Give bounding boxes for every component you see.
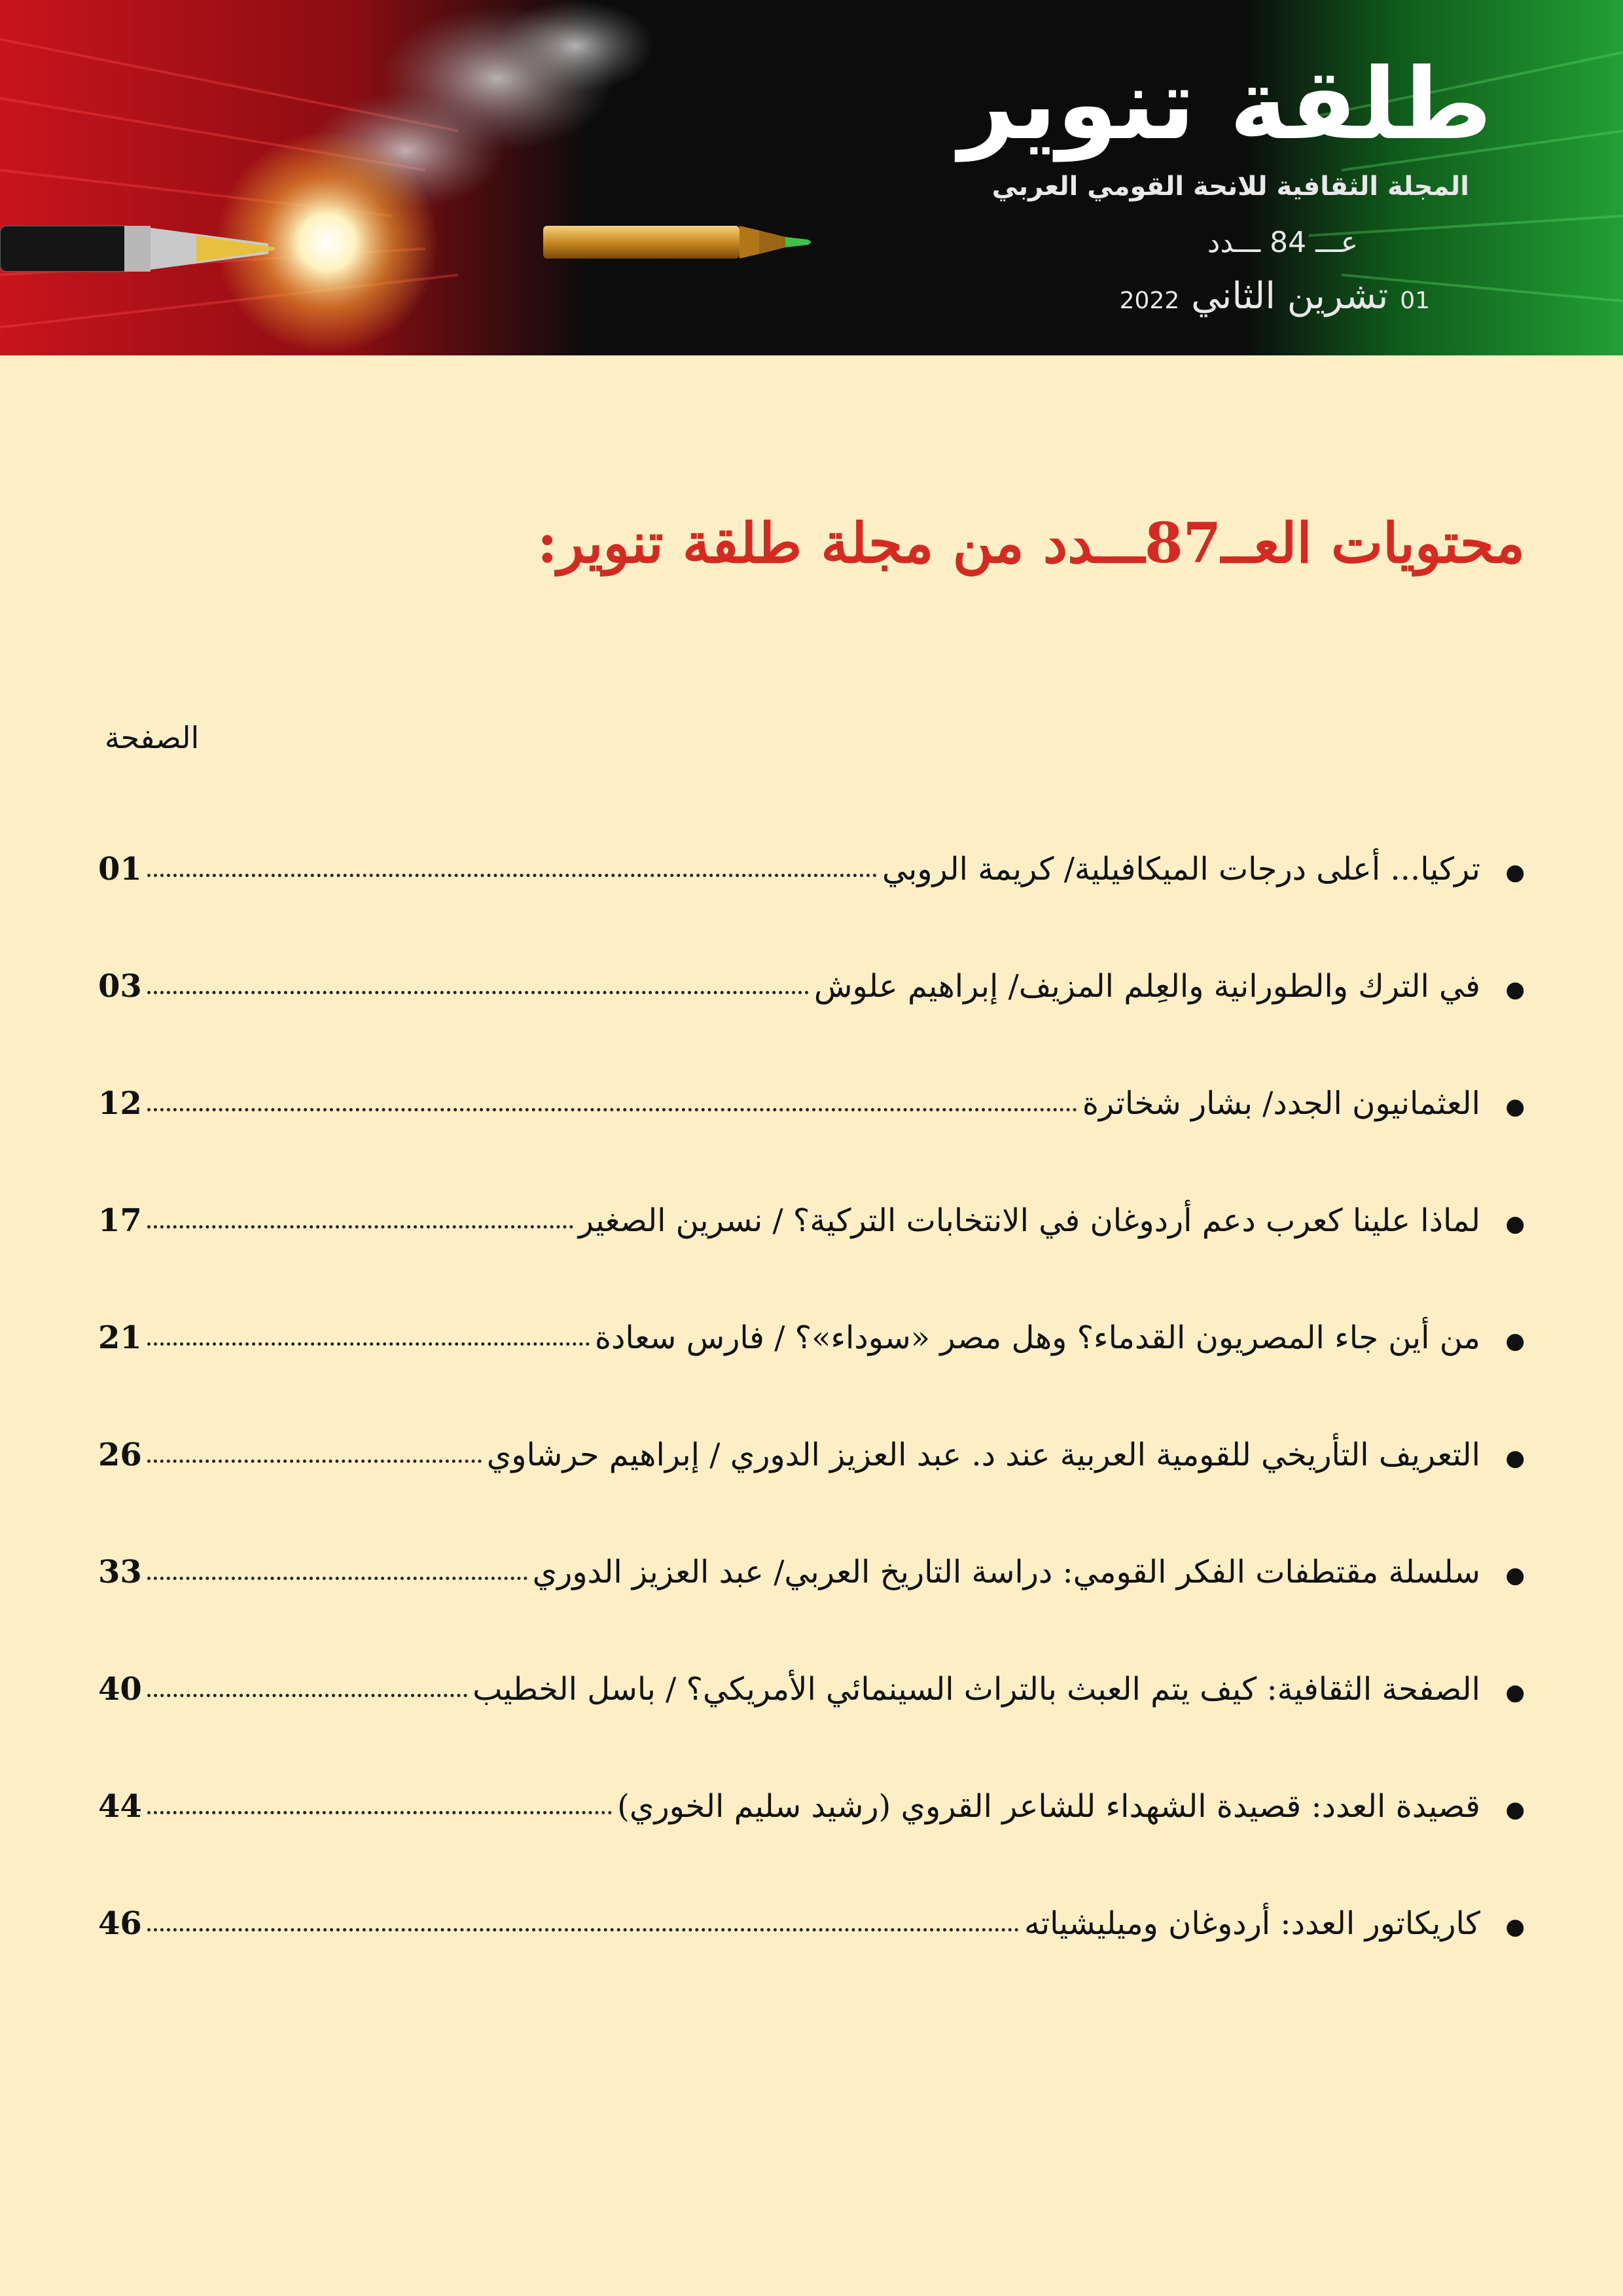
toc-item-page: 01 bbox=[98, 851, 142, 888]
toc-item-title: كاريكاتور العدد: أردوغان وميليشياته bbox=[1024, 1905, 1480, 1942]
toc-item[interactable] bbox=[98, 1905, 1525, 1964]
magazine-subtitle: المجلة الثقافية للانحة القومي العربي bbox=[991, 171, 1469, 202]
dot-leader bbox=[147, 874, 877, 877]
toc-item-page: 33 bbox=[98, 1554, 142, 1590]
magazine-banner bbox=[0, 0, 1623, 355]
bullet-icon: ● bbox=[1505, 859, 1525, 886]
toc-item-page: 26 bbox=[98, 1437, 142, 1473]
toc-item[interactable] bbox=[98, 1202, 1525, 1261]
toc-item-title: تركيا... أعلى درجات الميكافيلية/ كريمة الروبي bbox=[882, 851, 1480, 888]
toc-item[interactable] bbox=[98, 1788, 1525, 1847]
dot-leader bbox=[147, 1108, 1077, 1111]
toc-item[interactable] bbox=[98, 1319, 1525, 1378]
bullet-icon: ● bbox=[1505, 1797, 1525, 1823]
dot-leader bbox=[147, 1225, 573, 1229]
bullet-icon: ● bbox=[1505, 1679, 1525, 1706]
toc-item-title: قصيدة العدد: قصيدة الشهداء للشاعر القروي (رشيد سليم الخوري) bbox=[617, 1788, 1480, 1825]
toc-item-title: سلسلة مقتطفات الفكر القومي: دراسة التاريخ العربي/ عبد العزيز الدوري bbox=[532, 1554, 1480, 1590]
bullet-icon: ● bbox=[1505, 1914, 1525, 1940]
bullet-icon: ● bbox=[1505, 1211, 1525, 1237]
toc-item-title: العثمانيون الجدد/ بشار شخاترة bbox=[1082, 1085, 1480, 1122]
toc-item-page: 21 bbox=[98, 1319, 142, 1356]
issue-date bbox=[841, 275, 1430, 317]
date-day: 01 bbox=[1400, 287, 1430, 314]
toc-item[interactable] bbox=[98, 1085, 1525, 1144]
bullet-icon: ● bbox=[1505, 1328, 1525, 1354]
toc-item[interactable] bbox=[98, 1671, 1525, 1730]
toc-item-title: التعريف التأريخي للقومية العربية عند د. عبد العزيز الدوري / إبراهيم حرشاوي bbox=[486, 1437, 1480, 1473]
dot-leader bbox=[147, 1928, 1019, 1931]
dot-leader bbox=[147, 991, 809, 994]
toc-item-page: 44 bbox=[98, 1788, 142, 1825]
toc-heading: محتويات العــ87ـــدد من مجلة طلقة تنوير: bbox=[537, 511, 1525, 575]
toc-item[interactable] bbox=[98, 1554, 1525, 1613]
dot-leader bbox=[147, 1342, 590, 1346]
bullet-icon: ● bbox=[1505, 1562, 1525, 1588]
bullet-icon: ● bbox=[1505, 977, 1525, 1003]
issue-number: عـــ 84 ـــدد bbox=[1207, 226, 1358, 259]
toc-item[interactable] bbox=[98, 968, 1525, 1027]
toc-item-page: 17 bbox=[98, 1202, 142, 1239]
toc-item-title: الصفحة الثقافية: كيف يتم العبث بالتراث السينمائي الأمريكي؟ / باسل الخطيب bbox=[473, 1671, 1480, 1708]
bullet-icon: ● bbox=[1505, 1094, 1525, 1120]
magazine-title: طلقة تنوير bbox=[959, 48, 1492, 162]
bullet-icon: ● bbox=[1505, 1445, 1525, 1471]
toc-item-page: 40 bbox=[98, 1671, 142, 1708]
dot-leader bbox=[147, 1694, 467, 1697]
dot-leader bbox=[147, 1811, 612, 1814]
page-column-label: الصفحة bbox=[105, 720, 200, 755]
dot-leader bbox=[147, 1577, 527, 1580]
toc-item-page: 12 bbox=[98, 1085, 142, 1122]
toc-item-page: 03 bbox=[98, 968, 142, 1005]
toc-item-title: لماذا علينا كعرب دعم أردوغان في الانتخابات التركية؟ / نسرين الصغير bbox=[578, 1202, 1480, 1239]
dot-leader bbox=[147, 1460, 482, 1463]
toc-item-title: في الترك والطورانية والعِلم المزيف/ إبراهيم علوش bbox=[813, 968, 1480, 1005]
toc-item-page: 46 bbox=[98, 1905, 142, 1942]
toc-item[interactable] bbox=[98, 1437, 1525, 1496]
toc-item-title: من أين جاء المصريون القدماء؟ وهل مصر «سوداء»؟ / فارس سعادة bbox=[594, 1319, 1480, 1356]
date-month: تشرين الثاني bbox=[1191, 275, 1389, 317]
date-year: 2022 bbox=[1119, 287, 1180, 314]
toc-item[interactable] bbox=[98, 851, 1525, 910]
